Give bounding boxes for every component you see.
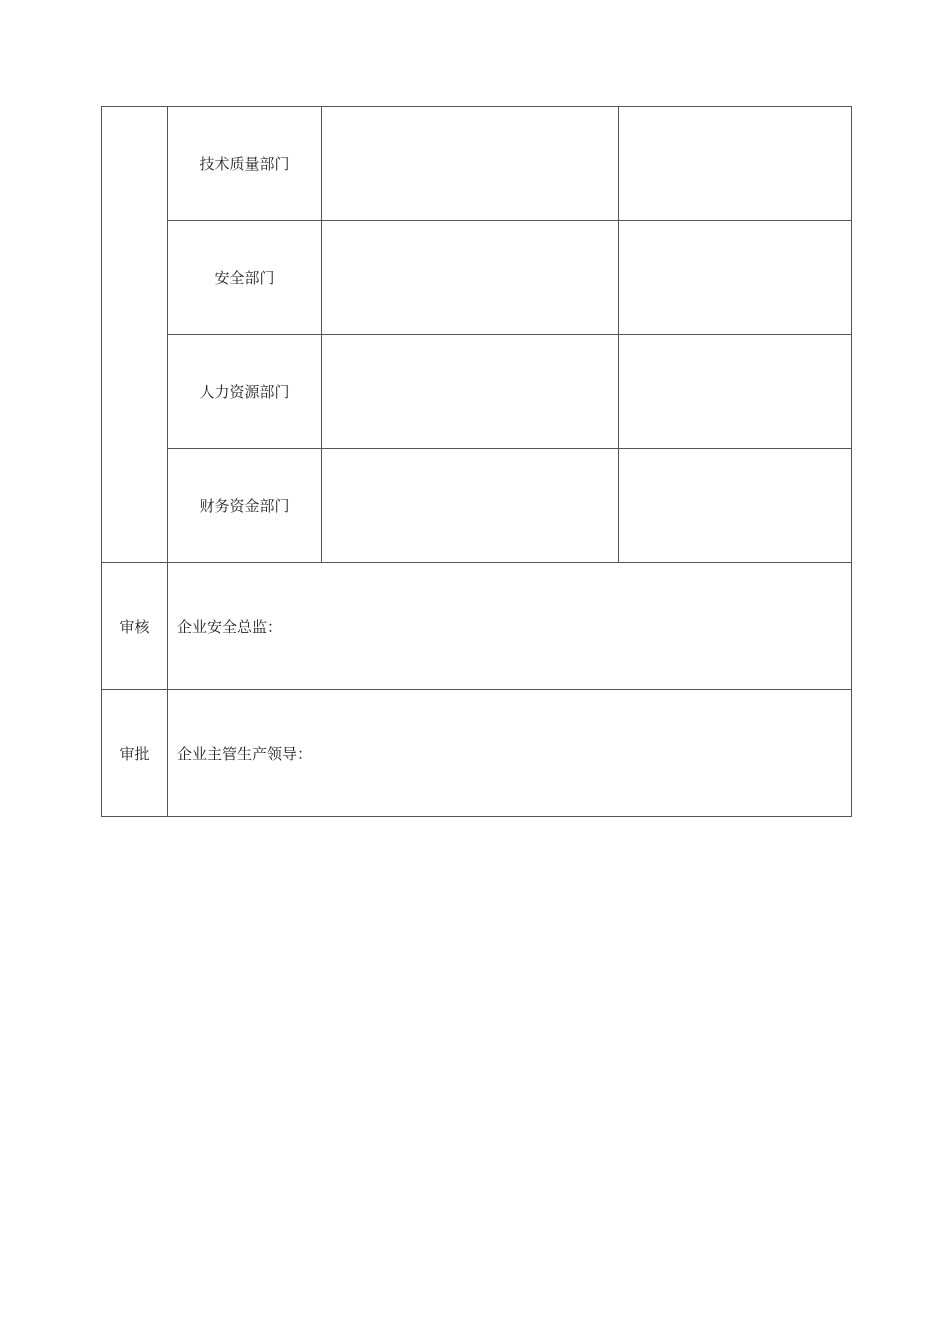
department-name-safety: 安全部门: [168, 221, 322, 335]
approval-signature-field[interactable]: [168, 690, 852, 817]
department-opinion-field-safety[interactable]: [322, 221, 619, 335]
review-label: 审核: [102, 563, 168, 690]
department-signature-field-finance[interactable]: [619, 449, 852, 563]
approval-label: 审批: [102, 690, 168, 817]
review-row: [102, 563, 852, 690]
review-field-label: 企业安全总监：: [177, 617, 283, 636]
department-opinion-field-hr[interactable]: [322, 335, 619, 449]
department-group-cell: [102, 107, 168, 563]
department-signature-field-hr[interactable]: [619, 335, 852, 449]
department-signature-field-tech-quality[interactable]: [619, 107, 852, 221]
department-opinion-field-finance[interactable]: [322, 449, 619, 563]
department-name-finance: 财务资金部门: [168, 449, 322, 563]
approval-row: [102, 690, 852, 817]
department-row-hr: [102, 335, 852, 449]
department-opinion-field-tech-quality[interactable]: [322, 107, 619, 221]
department-row-finance: [102, 449, 852, 563]
department-signature-field-safety[interactable]: [619, 221, 852, 335]
approval-field-label: 企业主管生产领导：: [177, 744, 313, 763]
department-name-hr: 人力资源部门: [168, 335, 322, 449]
department-row-safety: [102, 221, 852, 335]
review-signature-field[interactable]: [168, 563, 852, 690]
department-name-tech-quality: 技术质量部门: [168, 107, 322, 221]
approval-form-table: [101, 106, 852, 817]
department-row-tech-quality: [102, 107, 852, 221]
